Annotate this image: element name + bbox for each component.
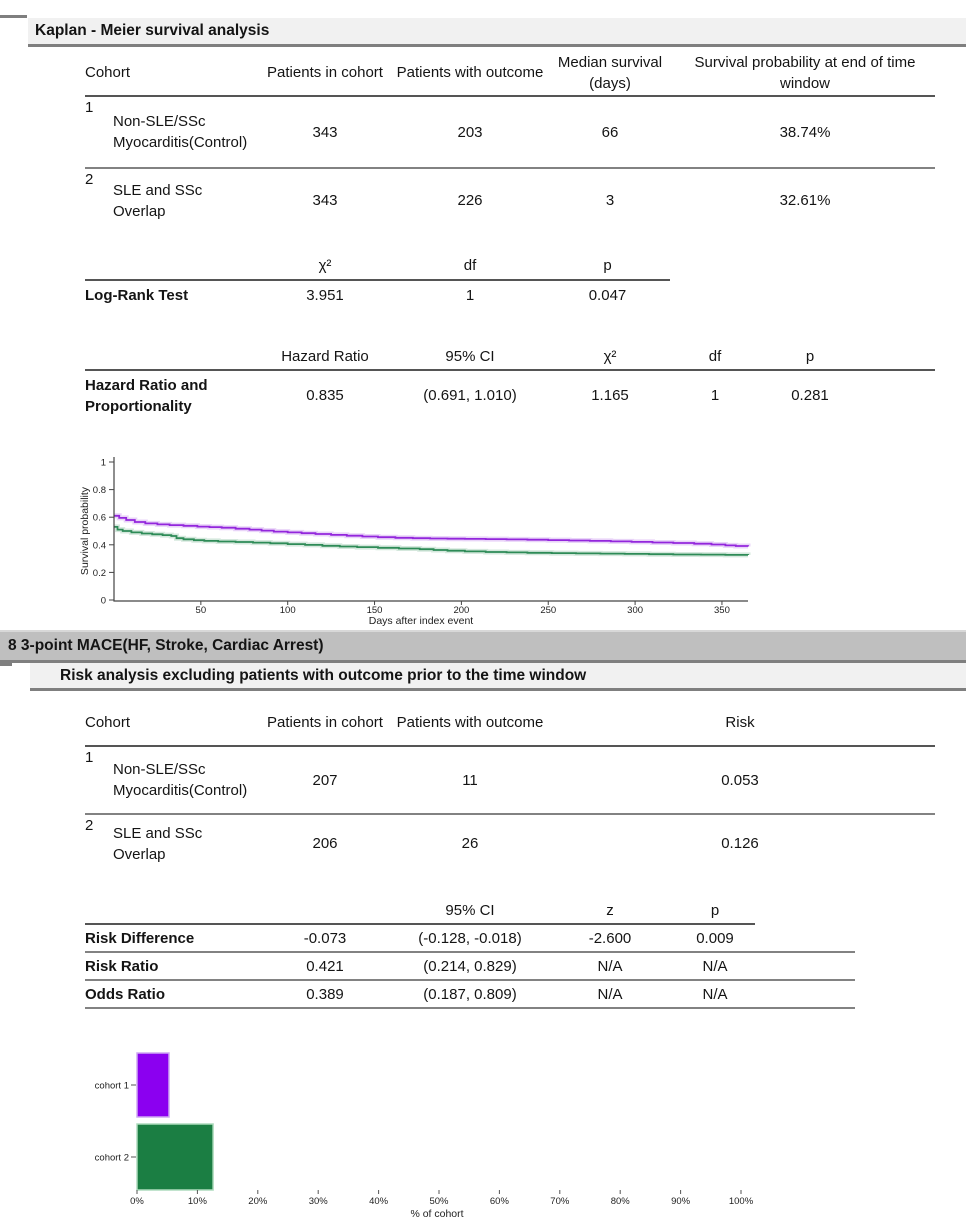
- row-number: 2: [85, 817, 94, 834]
- cell-outcome: 226: [457, 192, 483, 209]
- x-tick-label: 250: [540, 605, 557, 616]
- y-tick-label: 0.8: [92, 485, 106, 497]
- logrank-table: [85, 252, 670, 310]
- stat-value: 0.389: [255, 980, 395, 1008]
- x-tick-label: 350: [714, 605, 730, 616]
- y-tick-label: 1: [100, 457, 106, 469]
- risk-bar-chart: [60, 1040, 780, 1222]
- risk-stats-table: [85, 898, 855, 1009]
- x-tick-label: 0%: [130, 1196, 144, 1207]
- cell-survival-probability: 32.61%: [779, 192, 831, 209]
- table-row: [85, 370, 935, 420]
- row-number: 1: [85, 96, 113, 168]
- table-row: [85, 746, 935, 814]
- column-header-p: p: [675, 898, 755, 924]
- cell-patients: 207: [255, 746, 395, 814]
- cell-median-survival: 66: [545, 96, 675, 168]
- stat-df: 1: [465, 287, 475, 304]
- km-cohort-table: [85, 50, 935, 232]
- stat-p: N/A: [675, 980, 755, 1008]
- cell-risk: 0.053: [545, 746, 935, 814]
- risk-cohort-table: [85, 700, 935, 872]
- table-header-row: [85, 898, 855, 924]
- stat-p: 0.281: [791, 387, 829, 404]
- stat-ci: (-0.128, -0.018): [395, 924, 545, 952]
- x-axis-label: % of cohort: [410, 1208, 464, 1220]
- cell-patients: 343: [255, 96, 395, 168]
- stat-df: 1: [710, 387, 720, 404]
- stat-chi2: 3.951: [306, 287, 344, 304]
- cohort-name: Non-SLE/SSc Myocarditis(Control): [113, 96, 255, 168]
- table-header-row: [85, 344, 935, 370]
- x-tick-label: 80%: [610, 1196, 630, 1207]
- cell-outcome: 26: [461, 835, 479, 852]
- column-header-z: z: [545, 898, 675, 924]
- cell-outcome: 203: [395, 96, 545, 168]
- stat-value: 0.421: [255, 952, 395, 980]
- y-tick-label: 0.2: [92, 567, 106, 579]
- bar-cohort-1: [137, 1053, 169, 1117]
- section-header-mace: 8 3-point MACE(HF, Stroke, Cardiac Arrest): [0, 630, 966, 663]
- column-header: Cohort: [85, 50, 255, 96]
- x-tick-label: 70%: [550, 1196, 570, 1207]
- column-header-p: p: [545, 252, 670, 280]
- cell-median-survival: 3: [605, 192, 615, 209]
- x-axis-label: Days after index event: [368, 615, 474, 627]
- column-header: Survival probability at end of time window: [675, 50, 935, 96]
- outline-rule-mid: [0, 663, 12, 666]
- stat-chi2: 1.165: [591, 387, 629, 404]
- stat-z: N/A: [545, 952, 675, 980]
- row-number: 2: [85, 171, 94, 188]
- table-header-row: [85, 700, 935, 746]
- bar-cohort-2: [137, 1124, 213, 1190]
- cohort-name: SLE and SSc Overlap: [113, 181, 203, 220]
- y-axis-label: Survival probability: [79, 486, 91, 576]
- stat-ci: (0.214, 0.829): [395, 952, 545, 980]
- stat-p: 0.009: [675, 924, 755, 952]
- cohort-name: SLE and SSc Overlap: [113, 824, 203, 863]
- x-tick-label: 20%: [248, 1196, 268, 1207]
- x-tick-label: 200: [453, 605, 470, 616]
- x-tick-label: 150: [366, 605, 383, 616]
- x-tick-label: 40%: [369, 1196, 389, 1207]
- category-label: cohort 2: [94, 1152, 129, 1164]
- stat-label: Odds Ratio: [85, 980, 255, 1008]
- column-header-df: df: [675, 344, 755, 370]
- x-tick-label: 10%: [187, 1196, 207, 1207]
- column-header: Patients with outcome: [395, 700, 545, 746]
- stat-ci: (0.187, 0.809): [395, 980, 545, 1008]
- table-row: [85, 280, 670, 310]
- table-row: [85, 814, 935, 872]
- stat-value: -0.073: [255, 924, 395, 952]
- column-header: Patients with outcome: [395, 50, 545, 96]
- column-header-chi2: χ²: [545, 344, 675, 370]
- column-header-df: df: [395, 252, 545, 280]
- y-tick-label: 0.6: [92, 512, 106, 524]
- stat-ci: (0.691, 1.010): [423, 387, 517, 404]
- km-survival-chart: [60, 448, 766, 632]
- section-header-kaplan: Kaplan - Meier survival analysis: [28, 18, 966, 47]
- stat-z: -2.600: [545, 924, 675, 952]
- column-header: Patients in cohort: [255, 700, 395, 746]
- outline-rule-top: [0, 15, 27, 18]
- row-number: 1: [85, 746, 113, 814]
- cell-patients: 206: [312, 835, 338, 852]
- x-tick-label: 50: [195, 605, 207, 616]
- cohort-name: Non-SLE/SSc Myocarditis(Control): [113, 746, 255, 814]
- x-tick-label: 60%: [489, 1196, 509, 1207]
- y-tick-label: 0.4: [92, 540, 106, 552]
- table-header-row: [85, 252, 670, 280]
- stat-label: Hazard Ratio and Proportionality: [85, 376, 208, 415]
- column-header: Cohort: [85, 700, 255, 746]
- section-header-risk-analysis: Risk analysis excluding patients with outcome prior to the time window: [30, 663, 966, 691]
- cell-risk: 0.126: [721, 835, 759, 852]
- table-row: [85, 96, 935, 168]
- column-header-p: p: [755, 344, 865, 370]
- column-header-ci: 95% CI: [395, 344, 545, 370]
- column-header: Median survival (days): [545, 50, 675, 96]
- table-row: [85, 952, 855, 980]
- stat-label: Log-Rank Test: [85, 287, 189, 304]
- table-row: [85, 980, 855, 1008]
- x-tick-label: 30%: [308, 1196, 328, 1207]
- cell-survival-probability: 38.74%: [675, 96, 935, 168]
- table-header-row: [85, 50, 935, 96]
- stat-z: N/A: [545, 980, 675, 1008]
- table-row: [85, 168, 935, 232]
- stat-p: 0.047: [588, 287, 627, 304]
- x-tick-label: 100: [279, 605, 296, 616]
- y-tick-label: 0: [100, 595, 106, 607]
- cell-patients: 343: [312, 192, 338, 209]
- x-tick-label: 90%: [671, 1196, 691, 1207]
- column-header-chi2: χ²: [255, 252, 395, 280]
- column-header-hazard-ratio: Hazard Ratio: [255, 344, 395, 370]
- stat-label: Risk Ratio: [85, 952, 255, 980]
- cell-outcome: 11: [395, 746, 545, 814]
- column-header: Risk: [545, 700, 935, 746]
- hazard-ratio-table: [85, 344, 935, 420]
- stat-p: N/A: [675, 952, 755, 980]
- x-tick-label: 300: [627, 605, 644, 616]
- x-tick-label: 100%: [728, 1196, 754, 1207]
- column-header-ci: 95% CI: [395, 898, 545, 924]
- stat-label: Risk Difference: [85, 924, 255, 952]
- stat-hazard-ratio: 0.835: [306, 387, 344, 404]
- x-tick-label: 50%: [429, 1196, 449, 1207]
- column-header: Patients in cohort: [255, 50, 395, 96]
- table-row: [85, 924, 855, 952]
- category-label: cohort 1: [94, 1080, 129, 1092]
